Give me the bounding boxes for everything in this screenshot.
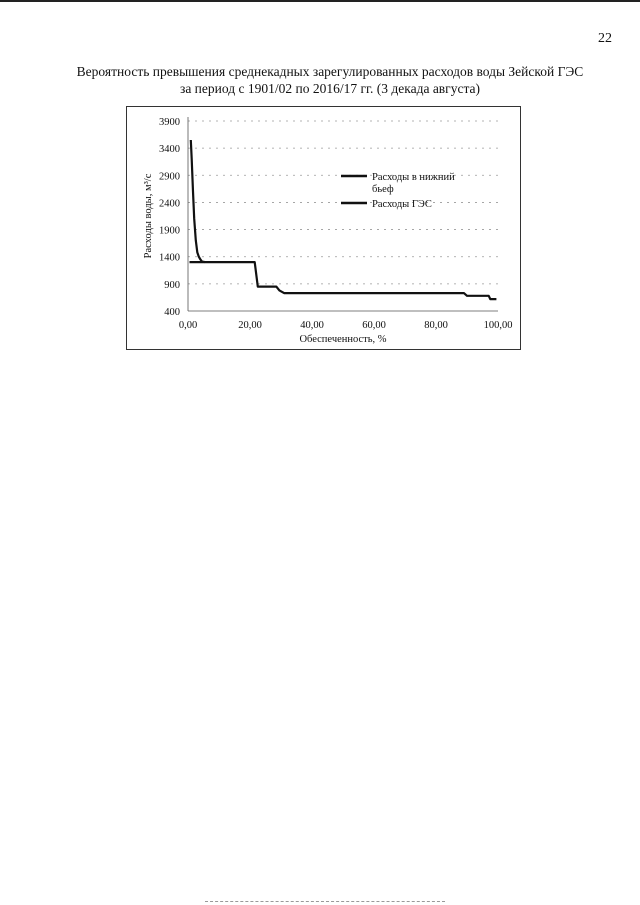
y-tick-label: 3400 xyxy=(159,144,180,156)
chart-title xyxy=(60,63,600,97)
page-number: 22 xyxy=(598,31,612,46)
x-tick-label: 0,00 xyxy=(178,320,198,331)
y-tick-label: 2900 xyxy=(159,171,180,183)
title-line-1: Вероятность превышения среднекадных зарегулированных расходов воды Зейской ГЭС xyxy=(76,64,584,79)
legend-label: Расходы ГЭС xyxy=(372,199,432,210)
y-tick-label: 1900 xyxy=(159,225,180,237)
top-rule xyxy=(0,0,640,2)
y-tick-label: 2400 xyxy=(159,198,180,210)
x-tick-label: 100,00 xyxy=(483,320,513,331)
bottom-rule xyxy=(205,901,445,903)
legend-label: Расходы в нижний бьеф xyxy=(372,172,455,195)
chart-plot xyxy=(126,106,521,350)
series-line-1 xyxy=(191,140,205,262)
x-tick-label: 60,00 xyxy=(362,320,386,331)
x-tick-label: 20,00 xyxy=(238,320,262,331)
title-line-2: за период с 1901/02 по 2016/17 гг. (3 декада августа) xyxy=(179,81,481,96)
x-axis-label: Обеспеченность, % xyxy=(299,334,387,345)
y-tick-label: 900 xyxy=(164,279,180,291)
x-tick-label: 80,00 xyxy=(424,320,448,331)
series-line-2 xyxy=(190,262,497,299)
y-tick-label: 400 xyxy=(164,307,180,318)
y-tick-label: 3900 xyxy=(159,117,180,128)
y-axis-label: Расходы воды, м³/с xyxy=(143,173,154,259)
y-tick-label: 1400 xyxy=(159,252,180,264)
x-tick-label: 40,00 xyxy=(300,320,324,331)
